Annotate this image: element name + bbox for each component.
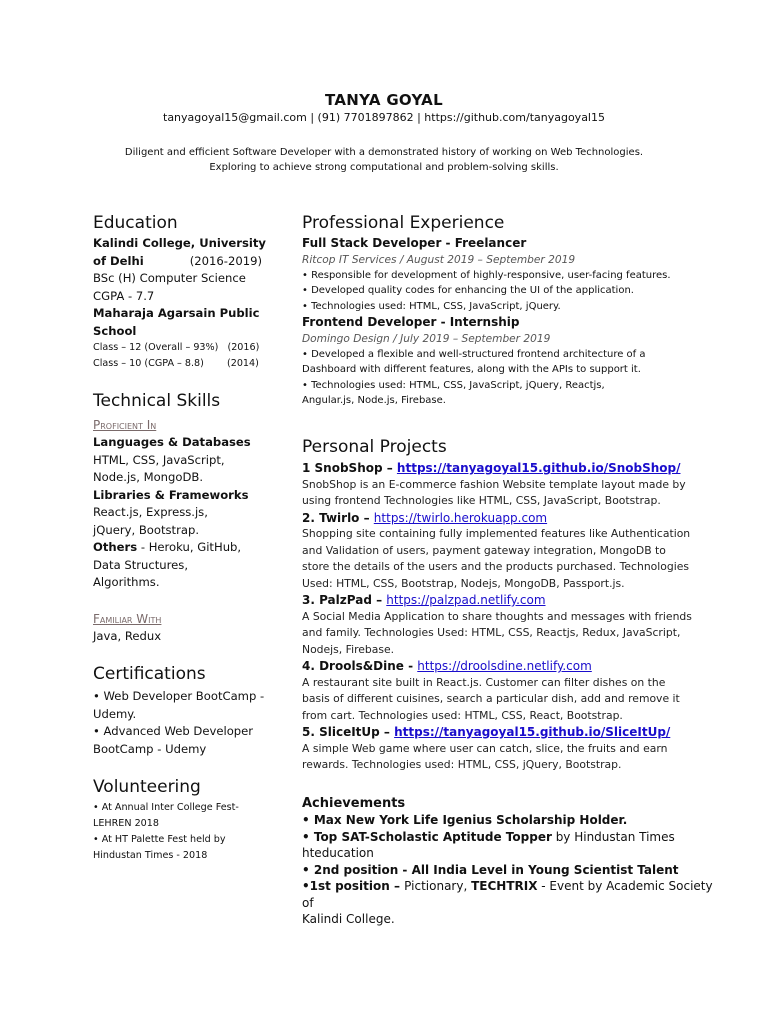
project-4-link[interactable]: https://droolsdine.netlify.com: [417, 659, 592, 673]
cert-1-line-2: Udemy.: [93, 706, 137, 721]
project-1-desc-2: using frontend Technologies like HTML, CSS, JavaScript, Bootstrap.: [302, 494, 661, 507]
project-5-title: 5. SliceItUp – https://tanyagoyal15.github.io/SliceItUp/: [302, 725, 671, 739]
college-line-1: Kalindi College, University: [93, 236, 266, 250]
vol-1-line-1: • At Annual Inter College Fest-: [93, 802, 239, 813]
others-line-2: Data Structures,: [93, 557, 189, 572]
job-2-title: Frontend Developer - Internship: [302, 315, 520, 329]
summary-line-2: Exploring to achieve strong computational and problem-solving skills.: [209, 162, 559, 173]
school-line-2: School: [93, 323, 137, 338]
projects-section: [302, 437, 722, 774]
proficient-label: Proficient In: [93, 418, 157, 432]
volunteering-section: [93, 777, 283, 864]
languages-line-2: Node.js, MongoDB.: [93, 470, 204, 484]
class-10: Class – 10 (CGPA – 8.8) (2014): [93, 358, 259, 369]
languages-heading: Languages & Databases: [93, 435, 251, 449]
vol-2-line-2: Hindustan Times - 2018: [93, 850, 208, 861]
job-1-meta: Ritcop IT Services / August 2019 – September 2019: [302, 253, 576, 266]
others-heading: Others: [93, 540, 138, 554]
achievement-1: • Max New York Life Igenius Scholarship Holder.: [302, 813, 628, 827]
cert-2-line-2: BootCamp - Udemy: [93, 741, 207, 756]
summary: [0, 145, 768, 175]
job-2-bullet-1-line-2: Dashboard with different features, along with the APIs to support it.: [302, 364, 641, 375]
job-1-bullet-2: • Developed quality codes for enhancing the UI of the application.: [302, 285, 634, 296]
project-4-desc-2: basis of different cuisines, search a particular dish, add and remove it: [302, 692, 680, 705]
summary-line-1: Diligent and efficient Software Developer with a demonstrated history of working on Web Technologies.: [124, 147, 644, 158]
volunteering-heading: Volunteering: [93, 777, 201, 797]
cgpa: CGPA - 7.7: [93, 288, 155, 303]
project-3-desc-1: A Social Media Application to share thoughts and messages with friends: [302, 609, 692, 623]
job-1-bullet-3: • Technologies used: HTML, CSS, JavaScript, jQuery.: [302, 300, 561, 312]
cert-1-line-1: • Web Developer BootCamp -: [93, 689, 265, 703]
education-heading: Education: [93, 213, 178, 233]
project-2-link[interactable]: https://twirlo.herokuapp.com: [373, 510, 548, 525]
project-3-desc-2: and family. Technologies Used: HTML, CSS, Reactjs, Redux, JavaScript,: [302, 626, 681, 639]
familiar-value: Java, Redux: [93, 628, 162, 643]
project-2-desc-3: store the details of the users and the products purchased. Technologies: [302, 560, 690, 573]
project-3-link[interactable]: https://palzpad.netlify.com: [386, 593, 546, 607]
projects-heading: Personal Projects: [302, 437, 447, 457]
project-2-title: 2. Twirlo – https://twirlo.herokuapp.com: [302, 510, 548, 525]
experience-heading: Professional Experience: [302, 213, 505, 233]
college-years: (2016-2019): [189, 253, 262, 268]
job-2-meta: Domingo Design / July 2019 – September 2019: [302, 332, 551, 345]
project-5-link[interactable]: https://tanyagoyal15.github.io/SliceItUp/: [394, 725, 671, 739]
skills-section: [93, 391, 283, 645]
languages-line-1: HTML, CSS, JavaScript,: [93, 452, 225, 467]
experience-section: [302, 213, 722, 409]
project-1-desc-1: SnobShop is an E-commerce fashion Website template layout made by: [302, 477, 686, 491]
project-2-desc-1: Shopping site containing fully implemented features like Authentication: [302, 527, 691, 540]
achievement-3: • 2nd position - All India Level in Young Scientist Talent: [302, 862, 679, 877]
school-line-1: Maharaja Agarsain Public: [93, 306, 260, 320]
project-4-desc-1: A restaurant site built in React.js. Customer can filter dishes on the: [302, 675, 666, 689]
achievement-4-line-2: Kalindi College.: [302, 912, 395, 926]
libraries-line-2: jQuery, Bootstrap.: [93, 522, 200, 537]
degree: BSc (H) Computer Science: [93, 271, 246, 285]
achievements-section: [302, 795, 722, 928]
project-4-desc-3: from cart. Technologies used: HTML, CSS, React, Bootstrap.: [302, 708, 623, 722]
certifications-heading: Certifications: [93, 664, 206, 684]
project-3-title: 3. PalzPad – https://palzpad.netlify.com: [302, 593, 546, 607]
project-1-title: 1 SnobShop – https://tanyagoyal15.github.io/SnobShop/: [302, 461, 681, 475]
vol-2-line-1: • At HT Palette Fest held by: [93, 834, 226, 845]
project-2-desc-4: Used: HTML, CSS, Bootstrap, Nodejs, MongoDB, Passport.js.: [302, 576, 625, 590]
libraries-heading: Libraries & Frameworks: [93, 487, 249, 502]
achievements-heading: Achievements: [302, 796, 406, 811]
vol-1-line-2: LEHREN 2018: [93, 818, 159, 829]
others-line-1: Others - Heroku, GitHub,: [93, 540, 242, 554]
skills-heading: Technical Skills: [93, 391, 221, 411]
job-1-bullet-1: • Responsible for development of highly-responsive, user-facing features.: [302, 269, 671, 281]
class-12-year: (2016): [227, 342, 260, 353]
college-name: [93, 235, 283, 270]
class-12: Class – 12 (Overall – 93%) (2016): [93, 342, 260, 353]
college-line-2: of Delhi (2016-2019): [93, 253, 262, 268]
project-5-desc-2: rewards. Technologies used: HTML, CSS, jQuery, Bootstrap.: [302, 758, 622, 771]
job-1-title: Full Stack Developer - Freelancer: [302, 236, 527, 250]
libraries-line-1: React.js, Express.js,: [93, 505, 208, 519]
cert-2-line-1: • Advanced Web Developer: [93, 724, 254, 738]
job-2-bullet-2-line-1: • Technologies used: HTML, CSS, JavaScript, jQuery, Reactjs,: [302, 379, 605, 391]
job-2-bullet-1-line-1: • Developed a flexible and well-structured frontend architecture of a: [302, 348, 646, 360]
achievement-2: • Top SAT-Scholastic Aptitude Topper by Hindustan Times hteducation: [302, 829, 675, 860]
job-2-bullet-2-line-2: Angular.js, Node.js, Firebase.: [302, 395, 446, 406]
contact-line: tanyagoyal15@gmail.com | (91) 7701897862 | https://github.com/tanyagoyal15: [163, 111, 605, 124]
project-2-desc-2: and Validation of users, payment gateway integration, MongoDB to: [302, 543, 666, 557]
project-5-desc-1: A simple Web game where user can catch, slice, the fruits and earn: [302, 741, 668, 755]
project-3-desc-3: Nodejs, Firebase.: [302, 642, 395, 656]
class-10-year: (2014): [226, 358, 259, 369]
achievement-4: •1st position – Pictionary, TECHTRIX - Event by Academic Society of: [302, 879, 713, 910]
project-4-title: 4. Drools&Dine - https://droolsdine.netlify.com: [302, 659, 592, 673]
education-section: [93, 213, 283, 372]
candidate-name: TANYA GOYAL: [325, 91, 443, 109]
school-name: [93, 305, 283, 340]
project-1-link[interactable]: https://tanyagoyal15.github.io/SnobShop/: [396, 461, 681, 475]
familiar-label: Familiar With: [93, 611, 162, 626]
others-line-3: Algorithms.: [93, 575, 160, 589]
certifications-section: [93, 664, 283, 758]
